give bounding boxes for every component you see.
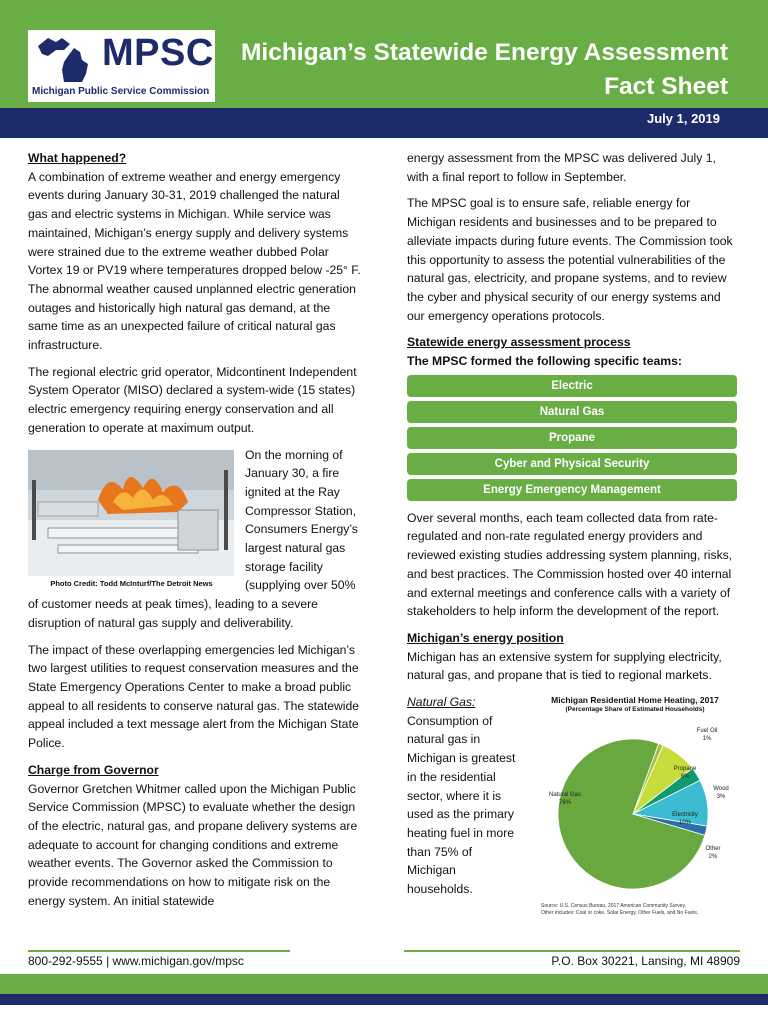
paragraph-text: On the morning of January 30, a fire ignited at the Ray Compressor Station, Consumers Energy’s largest natural gas storage facility (supplying over 50% of customer needs at peak times), leading to a severe disruption of natural gas supply and deliverability. bbox=[28, 447, 358, 630]
home-heating-chart bbox=[535, 695, 735, 923]
footer-contact: 800-292-9555 | www.michigan.gov/mpsc bbox=[28, 954, 244, 968]
pie-label: Fuel Oil 1% bbox=[696, 728, 718, 743]
team-natural-gas: Natural Gas bbox=[407, 401, 737, 423]
pie-chart bbox=[535, 714, 735, 900]
page-title bbox=[208, 36, 728, 104]
fire-photo-illustration bbox=[28, 450, 234, 576]
natural-gas-label: Natural Gas: bbox=[407, 695, 476, 710]
paragraph: The MPSC goal is to ensure safe, reliable energy for Michigan residents and businesses and to be prepared to alleviate impacts during future events. The Commission took this opportunity to assess the potential vulnerabilities of the natural gas, electricity, and propane systems, and to review the cyber and physical security of our energy systems and our emergency operations protocols. bbox=[407, 196, 733, 323]
mpsc-logo bbox=[28, 30, 215, 102]
team-propane: Propane bbox=[407, 427, 737, 449]
left-column bbox=[28, 149, 362, 918]
footer-blue-band bbox=[0, 994, 768, 1005]
natural-gas-text bbox=[407, 693, 519, 899]
pie-label: Propane 8% bbox=[673, 766, 697, 781]
compressor-fire-photo bbox=[28, 450, 234, 576]
photo-figure bbox=[28, 450, 235, 590]
chart-title: Michigan Residential Home Heating, 2017 bbox=[551, 695, 719, 706]
footer-green-band bbox=[0, 974, 768, 994]
team-list bbox=[407, 375, 737, 501]
team-cyber-physical-security: Cyber and Physical Security bbox=[407, 453, 737, 475]
paragraph: Governor Gretchen Whitmer called upon the Michigan Public Service Commission (MPSC) to evaluate whether the design of the electric, natural gas, and propane delivery systems are adequate to account for changing conditions and extreme weather events. The Governor asked the Commission to provide recommendations on how to mitigate risk on the energy system. An initial statewide bbox=[28, 781, 358, 908]
pie-label: Wood 3% bbox=[713, 786, 729, 801]
team-electric: Electric bbox=[407, 375, 737, 397]
pie-label: Natural Gas 76% bbox=[548, 792, 582, 807]
photo-credit: Photo Credit: Todd McInturf/The Detroit News bbox=[50, 578, 213, 588]
paragraph: The regional electric grid operator, Midcontinent Independent System Operator (MISO) declared a system-wide (15 states) electric emergency requiring energy conservation and all generation to operate at maximum output. bbox=[28, 364, 357, 435]
michigan-map-icon bbox=[34, 34, 100, 86]
paragraph bbox=[28, 446, 362, 633]
paragraph: A combination of extreme weather and energy emergency events during January 30-31, 2019 challenged the natural gas and electric systems in Michigan. While service was maintained, Michigan’s energy supply and delivery systems were strained due to the extreme weather dubbed Polar Vortex 19 or PV19 where temperatures dropped below -25° F. The abnormal weather caused unplanned electric generation outages and historically high natural gas demand, at the same time as an unexpected failure of critical natural gas infrastructure. bbox=[28, 169, 361, 353]
heading-assessment-process: Statewide energy assessment process bbox=[407, 335, 631, 350]
natural-gas-paragraph: Consumption of natural gas in Michigan is greatest in the residential sector, where it is used as the primary heating fuel in more than 75% of Michigan households. bbox=[407, 713, 516, 897]
heading-what-happened: What happened? bbox=[28, 151, 127, 165]
paragraph: Over several months, each team collected data from rate-regulated and non-rate regulated energy providers and reviewed existing studies addressing system planning, risks, and best practices. The Commission hosted over 40 internal and external meetings and conference calls with a variety of stakeholders to help inform the development of the report. bbox=[407, 510, 733, 619]
logo-text: MPSC bbox=[102, 32, 214, 74]
teams-intro: The MPSC formed the following specific teams: bbox=[407, 354, 682, 369]
publish-date: July 1, 2019 bbox=[647, 111, 720, 126]
pie-label: Electricity 10% bbox=[672, 812, 698, 827]
chart-source-note: Other includes: Coal or coke, Solar Energy, Other Fuels, and No Fuels. bbox=[541, 909, 699, 916]
title-line-1: Michigan’s Statewide Energy Assessment bbox=[241, 39, 728, 66]
footer-address: P.O. Box 30221, Lansing, MI 48909 bbox=[551, 954, 740, 968]
chart-source bbox=[541, 903, 731, 916]
title-line-2: Fact Sheet bbox=[604, 73, 728, 100]
pie-label: Other 2% bbox=[705, 846, 721, 861]
paragraph: The impact of these overlapping emergencies led Michigan’s two largest utilities to request conservation measures and the State Emergency Operations Center to make a broad public appeal to all residents to conserve natural gas. The statewide appeal included a text message alert from the Michigan State Police. bbox=[28, 642, 360, 751]
chart-subtitle: (Percentage Share of Estimated Households) bbox=[565, 706, 705, 714]
right-column bbox=[407, 149, 737, 925]
paragraph: energy assessment from the MPSC was delivered July 1, with a final report to follow in September. bbox=[407, 151, 716, 184]
team-energy-emergency-management: Energy Emergency Management bbox=[407, 479, 737, 501]
heading-charge-from-governor: Charge from Governor bbox=[28, 762, 159, 777]
natural-gas-section bbox=[407, 693, 737, 925]
heading-energy-position: Michigan’s energy position bbox=[407, 630, 564, 645]
chart-source-line: Source: U.S. Census Bureau, 2017 American Community Survey. bbox=[541, 903, 686, 910]
logo-subtitle: Michigan Public Service Commission bbox=[32, 86, 210, 97]
paragraph: Michigan has an extensive system for supplying electricity, natural gas, and propane that is tied to regional markets. bbox=[407, 649, 722, 683]
